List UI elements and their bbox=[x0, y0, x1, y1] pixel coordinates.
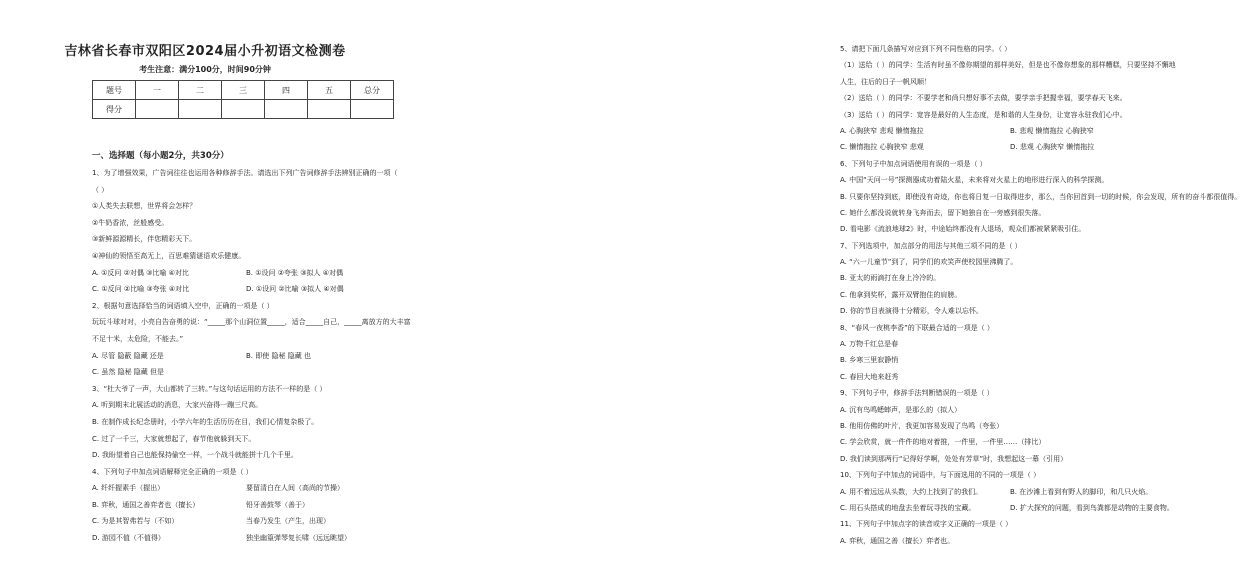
line-text: 2、根据句意选择恰当的词语填入空中，正确的一项是（ ） bbox=[92, 301, 274, 310]
line-text: （2）送给（ ）的同学：不要学老和尚只想好事不去做，要学亲手把握幸福，要学春天飞来。 bbox=[840, 94, 1127, 103]
text-line bbox=[840, 352, 1198, 368]
line-text: B. 他用仿佛的叶片，我更加容易发现了鸟鸣（夸张） bbox=[840, 421, 1004, 430]
line-text: 玩玩斗球对对，小亮自告奋勇的说：“_____那个山洞位置_____，适合_____自己，_____离放方的大丰富 bbox=[92, 318, 411, 327]
line-text: A. 弈秋，通国之善（擅长）弈者也。 bbox=[840, 536, 955, 545]
right-column bbox=[410, 0, 1241, 562]
text-line bbox=[92, 364, 406, 381]
line-text: D. 游园不值（不值得） bbox=[92, 534, 165, 543]
left-column bbox=[0, 0, 410, 562]
score-table bbox=[92, 80, 394, 119]
line-text: A. 纤纤握素手（握出） bbox=[92, 484, 165, 493]
line-text: C. 为是其智弗若与（不如） bbox=[92, 517, 179, 526]
text-line bbox=[840, 533, 1198, 549]
line-text: C. ①反问 ②比喻 ③夸张 ④对比 bbox=[92, 285, 190, 294]
text-line bbox=[92, 497, 406, 514]
line-text: A. 万物千红总是春 bbox=[840, 340, 899, 349]
text-line bbox=[92, 414, 406, 431]
text-line bbox=[92, 397, 406, 414]
line-text: 人生，往后的日子一帆风顺！ bbox=[840, 77, 931, 86]
line-option-right: 当春乃发生（产生，出现） bbox=[246, 517, 330, 526]
line-text: A. ①反问 ②对偶 ③比喻 ④对比 bbox=[92, 268, 189, 277]
text-line bbox=[92, 381, 406, 398]
line-text: A. 听到期末北展活动的消息，大家兴奋得一蹦三尺高。 bbox=[92, 401, 263, 410]
line-text: C. 他拿到奖杯，露开双臂抱住的肩膀。 bbox=[840, 290, 962, 299]
line-text: D. 我们读到那两行“记得好学啊，处处有芳草”时，我想起这一幕（引用） bbox=[840, 454, 1068, 463]
line-option-right: 铅牙善鼓琴（善于） bbox=[246, 500, 309, 509]
score-cell bbox=[136, 100, 179, 119]
right-question-list bbox=[840, 41, 1241, 549]
score-cell bbox=[308, 100, 351, 119]
line-text: B. 只要你坚持到底，即使没有奇迹，你也将日复一日取得进步，那么，当你回首到一切的时候，你会发现，所有的奋斗都很值得。 bbox=[840, 192, 1241, 201]
line-text: 10、下列句子中加点的词语中，与下面选用的不同的一项是（ ） bbox=[840, 471, 1041, 480]
exam-title: 吉林省长春市双阳区2024届小升初语文检测卷 bbox=[64, 44, 346, 59]
text-line bbox=[840, 74, 1198, 90]
text-line bbox=[840, 238, 1198, 254]
section-heading: 一、选择题（每小题2分，共30分） bbox=[92, 151, 229, 161]
line-text: 不足十米，太危险，不能去。” bbox=[92, 334, 184, 343]
text-line bbox=[92, 513, 406, 530]
text-line bbox=[840, 205, 1198, 221]
text-line bbox=[840, 500, 1198, 516]
score-table-header-cell: 二 bbox=[179, 81, 222, 100]
line-text: C. 虽然 隐秘 隐藏 但是 bbox=[92, 368, 165, 377]
line-text: ①人类失去联想，世界将会怎样？ bbox=[92, 202, 197, 211]
text-line bbox=[92, 447, 406, 464]
line-text: 7、下列选项中，加点部分的用法与其他三项不同的是（ ） bbox=[840, 241, 1022, 250]
text-line bbox=[840, 139, 1198, 155]
text-line bbox=[840, 107, 1198, 123]
line-text: ②牛奶香浓，丝般感受。 bbox=[92, 218, 169, 227]
text-line bbox=[840, 90, 1198, 106]
score-table-header-cell: 总分 bbox=[351, 81, 394, 100]
line-text: ③新鲜源源精长，伴您精彩天下。 bbox=[92, 235, 197, 244]
line-text: A. 中国“天问一号”探测器成功着陆火星，未来将对火星上的地形进行深入的科学探测。 bbox=[840, 176, 1109, 185]
score-table-header-cell: 一 bbox=[136, 81, 179, 100]
score-table-score-row bbox=[93, 100, 394, 119]
text-line bbox=[92, 464, 406, 481]
line-text: D. 我盼望着自己也能保持偷空一样，一个战斗就能拼十几个千里。 bbox=[92, 451, 298, 460]
text-line bbox=[840, 287, 1198, 303]
text-line bbox=[92, 198, 406, 215]
text-line bbox=[840, 451, 1198, 467]
text-line bbox=[840, 172, 1198, 188]
text-line bbox=[840, 320, 1198, 336]
line-text: B. 亚太的雨滴打在身上冷冷的。 bbox=[840, 274, 941, 283]
line-text: C. 懒惰拖拉 心胸狭窄 悲观 bbox=[840, 143, 924, 152]
text-line bbox=[840, 189, 1241, 205]
line-text: A. 沉有鸟鸣蟋蟀声，是那么的（拟人） bbox=[840, 405, 962, 414]
text-line bbox=[840, 221, 1198, 237]
text-line bbox=[92, 248, 406, 265]
line-text: 11、下列句子中加点字的读音或字义正确的一项是（ ） bbox=[840, 520, 1013, 529]
line-text: D. 你的节目表演得十分精彩，令人难以忘怀。 bbox=[840, 307, 983, 316]
text-line bbox=[92, 431, 406, 448]
exam-notice: 考生注意：满分100分，时间90分钟 bbox=[139, 65, 271, 74]
text-line bbox=[92, 480, 406, 497]
line-text: C. 学会欣赏，就一件件的地对着推，一件里，一件里……（排比） bbox=[840, 438, 1046, 447]
line-text: A. 用不着远远从头数，大约上找到了的我们。 bbox=[840, 487, 983, 496]
line-text: 8、“春风一夜桃李香”的下联最合适的一项是（ ） bbox=[840, 323, 994, 332]
text-line bbox=[840, 385, 1198, 401]
text-line bbox=[840, 516, 1198, 532]
text-line bbox=[92, 298, 406, 315]
line-text: C. 过了一千三，大家就想起了，春节他就躲到天下。 bbox=[92, 434, 256, 443]
line-option-right: 要留清白在人间（高尚的节操） bbox=[246, 484, 344, 493]
score-cell bbox=[179, 100, 222, 119]
line-text: 3、“杜大爷了一声，大山都转了三转。”与这句话运用的方法不一样的是（ ） bbox=[92, 384, 327, 393]
score-table-header-cell: 四 bbox=[265, 81, 308, 100]
text-line bbox=[840, 270, 1198, 286]
line-text: C. 她什么都没说就转身飞奔而去，留下她独自在一旁感到很失落。 bbox=[840, 208, 1046, 217]
line-text: （1）送给（ ）的同学：生活有时虽不像你期望的那样美好，但是也不像你想象的那样糟糕，只要坚持不懈地 bbox=[840, 61, 1176, 70]
line-text: A. “六一儿童节”到了，同学们的欢笑声使校园里沸腾了。 bbox=[840, 258, 1018, 267]
line-option-right: B. 悲观 懒惰拖拉 心胸狭窄 bbox=[1010, 126, 1094, 135]
line-text: 9、下列句子中，修辞手法判断错误的一项是（ ） bbox=[840, 389, 994, 398]
text-line bbox=[840, 303, 1198, 319]
line-option-right: D. 扩大探究的问题，看到鸟粪都是动物的主要食物。 bbox=[1010, 503, 1174, 512]
text-line bbox=[840, 156, 1198, 172]
line-text: 5、请把下面几条描写对应到下列不同性格的同学。（ ） bbox=[840, 45, 1012, 53]
score-cell bbox=[351, 100, 394, 119]
line-text: ④神仙的领悟至高无上，百思难猜谜语欢乐健康。 bbox=[92, 251, 246, 260]
text-line bbox=[840, 41, 1198, 57]
text-line bbox=[92, 215, 406, 232]
score-table-header-cell: 题号 bbox=[93, 81, 136, 100]
text-line bbox=[92, 165, 406, 182]
text-line bbox=[840, 336, 1198, 352]
text-line bbox=[92, 331, 406, 348]
line-text: （3）送给（ ）的同学：宽容是最好的人生态度，是和谐的人生身份，让宽容永驻我们心中。 bbox=[840, 110, 1127, 119]
line-text: B. 乡寒三里寂静悄 bbox=[840, 356, 899, 365]
line-option-right: D. 悲观 心胸狭窄 懒惰拖拉 bbox=[1010, 143, 1095, 152]
line-option-right: B. 即使 隐秘 隐藏 也 bbox=[246, 351, 311, 360]
score-cell bbox=[222, 100, 265, 119]
line-text: A. 尽管 隐蔽 隐藏 还是 bbox=[92, 351, 164, 360]
line-text: C. 用石头搭成的地盘去坐着玩寻找的宝藏。 bbox=[840, 503, 976, 512]
text-line bbox=[92, 265, 406, 282]
score-row-label: 得分 bbox=[93, 100, 136, 119]
text-line bbox=[840, 418, 1198, 434]
text-line bbox=[840, 254, 1198, 270]
line-text: A. 心胸狭窄 悲观 懒惰拖拉 bbox=[840, 126, 924, 135]
text-line bbox=[92, 314, 411, 331]
text-line bbox=[840, 57, 1198, 73]
line-option-right: 独坐幽篁弹琴复长啸（远远眺望） bbox=[246, 534, 351, 543]
text-line bbox=[92, 231, 406, 248]
line-text: B. 在制作成长纪念册时，小学六年的生活历历在目，我们心情复杂极了。 bbox=[92, 417, 319, 426]
line-option-right: B. ①设问 ②夸张 ③拟人 ④对偶 bbox=[246, 268, 344, 277]
text-line bbox=[92, 530, 406, 547]
text-line bbox=[840, 369, 1198, 385]
text-line bbox=[840, 402, 1198, 418]
score-table-header-cell: 五 bbox=[308, 81, 351, 100]
text-line bbox=[92, 281, 406, 298]
line-text: D. 看电影《流浪地球2》时，中途始终都没有人退场，观众们都被紧紧吸引住。 bbox=[840, 225, 1086, 234]
text-line bbox=[840, 484, 1198, 500]
text-line bbox=[840, 123, 1198, 139]
text-line bbox=[92, 348, 406, 365]
line-text: B. 弈秋，通国之善弈者也（擅长） bbox=[92, 500, 200, 509]
score-table-header-cell: 三 bbox=[222, 81, 265, 100]
score-table-header-row bbox=[93, 81, 394, 100]
line-text: （ ） bbox=[92, 185, 109, 194]
left-question-list bbox=[92, 165, 411, 547]
line-option-right: B. 在沙滩上看到有野人的脚印，和几只火焰。 bbox=[1010, 487, 1153, 496]
score-cell bbox=[265, 100, 308, 119]
line-text: 4、下列句子中加点词语解释完全正确的一项是（ ） bbox=[92, 467, 253, 476]
text-line bbox=[840, 467, 1198, 483]
line-text: 6、下列句子中加点词语使用有误的一项是（ ） bbox=[840, 159, 987, 168]
line-text: 1、为了增强效果，广告词往往也运用各种修辞手法。请选出下列广告词修辞手法辨别正确的一项（ bbox=[92, 169, 398, 177]
line-text: C. 春回大地来赶秀 bbox=[840, 372, 899, 381]
text-line bbox=[840, 434, 1198, 450]
line-option-right: D. ①设问 ②比喻 ③拟人 ④对偶 bbox=[246, 285, 344, 294]
text-line bbox=[92, 182, 406, 199]
